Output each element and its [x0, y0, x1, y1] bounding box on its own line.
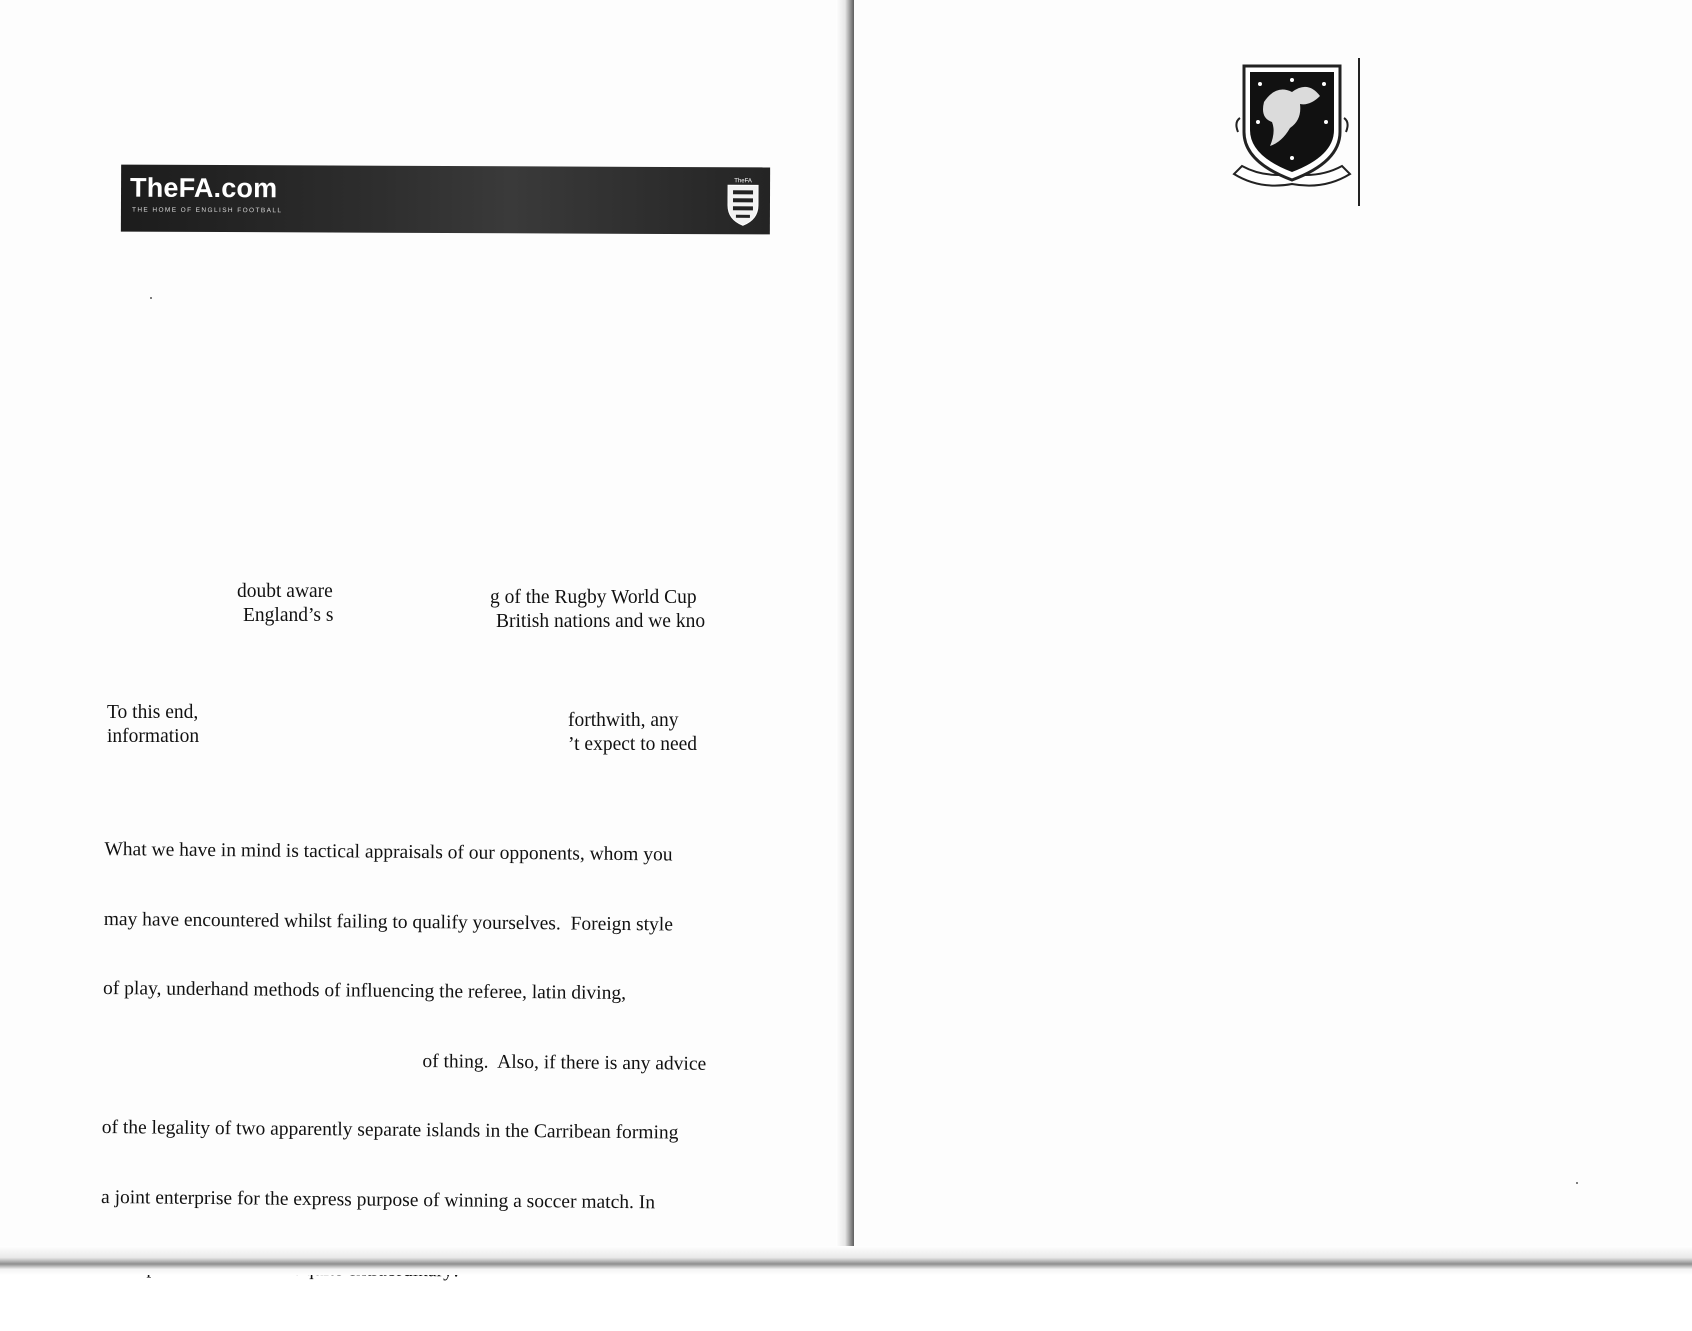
fa-logo-text: TheFA.com — [129, 172, 278, 204]
fa-letterhead-banner — [121, 165, 770, 235]
paragraph-line: What we have in mind is tactical appraisals of our opponents, whom you — [104, 838, 673, 866]
text-fragment: To this end, — [107, 702, 199, 723]
left-page — [0, 0, 848, 1275]
dragon-crest-icon — [1230, 62, 1354, 190]
paragraph-line: of play, underhand methods of influencing the referee, latin diving, — [103, 978, 627, 1005]
fa-crest-label: TheFA — [734, 178, 752, 185]
text-fragment: forthwith, any — [568, 710, 679, 731]
scan-speck — [150, 297, 152, 299]
text-fragment: ’t expect to need — [568, 734, 698, 755]
text-fragment: England’s s — [243, 605, 334, 626]
bottom-paper-edge — [0, 1246, 1692, 1275]
text-fragment: information — [107, 726, 200, 747]
letterhead-divider — [1358, 58, 1360, 206]
paragraph-line: may have encountered whilst failing to qualify yourselves. Foreign style — [103, 908, 674, 936]
text-fragment: doubt aware — [237, 581, 333, 602]
text-fragment: British nations and we kno — [496, 611, 706, 632]
fa-tagline: THE HOME OF ENGLISH FOOTBALL — [131, 206, 283, 215]
scan-speck — [1576, 1182, 1578, 1184]
paragraph-line: a joint enterprise for the express purpose of winning a soccer match. In — [101, 1186, 656, 1214]
three-lions-crest-icon — [724, 175, 762, 227]
text-fragment: g of the Rugby World Cup — [490, 587, 697, 608]
paragraph-line: of thing. Also, if there is any advice — [422, 1050, 707, 1075]
right-page — [854, 0, 1692, 1275]
paragraph-line: of the legality of two apparently separate islands in the Carribean forming — [101, 1117, 679, 1144]
